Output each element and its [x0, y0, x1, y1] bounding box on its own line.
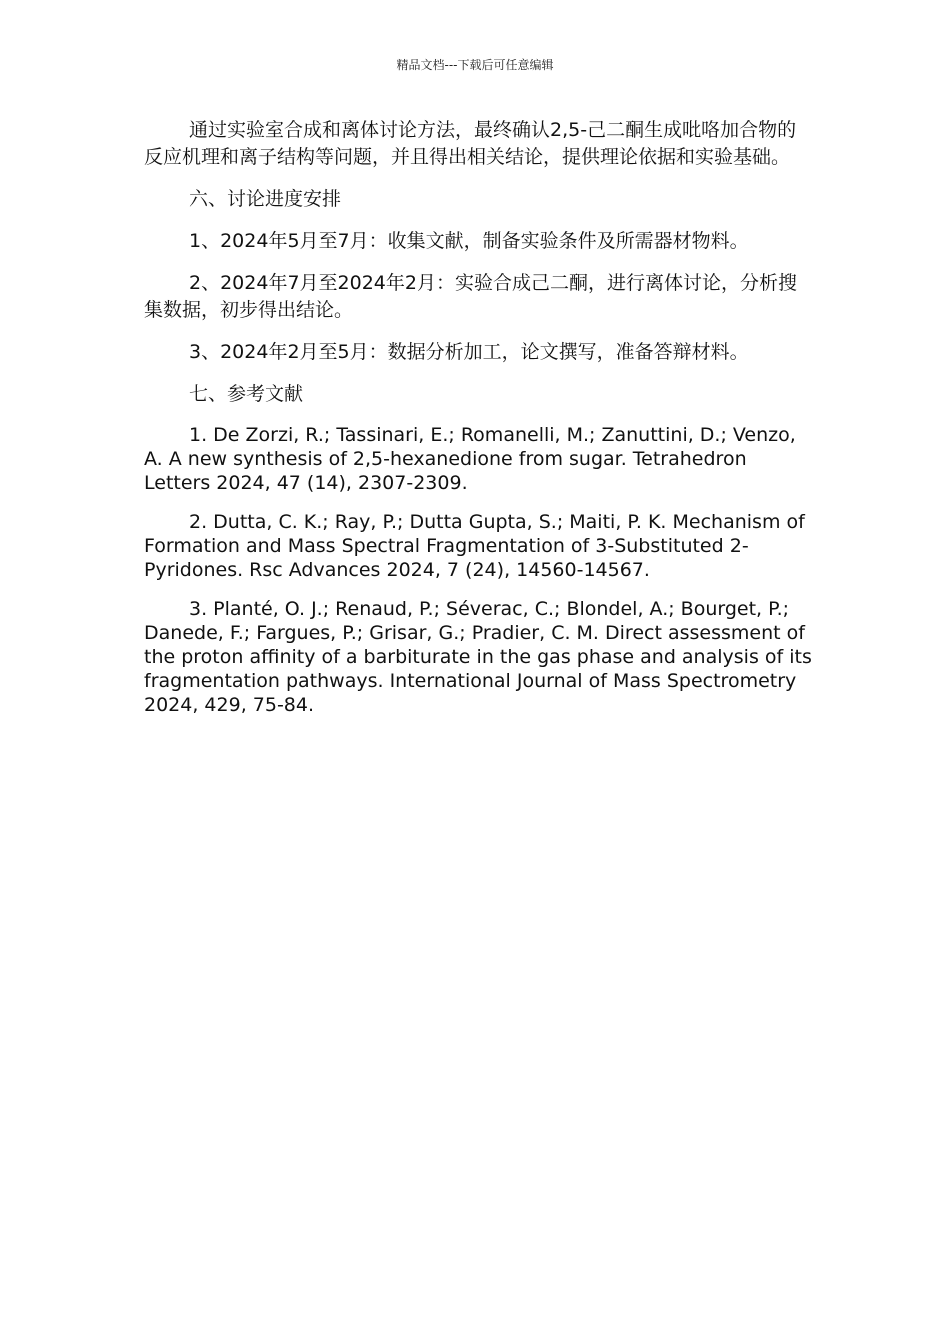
page-header: 精品文档---下载后可任意编辑 [396, 58, 554, 72]
section-heading-references: 七、参考文献 [189, 383, 304, 405]
reference-item-2: 2. Dutta, C. K.; Ray, P.; Dutta Gupta, S.; Maiti, P. K. Mechanism of Formation and Mass Spectral Fragmentation of 3-Substituted 2-Pyridones. Rsc Advances 2024, 7 (24), 14560-14567. [144, 511, 805, 581]
reference-item-1: 1. De Zorzi, R.; Tassinari, E.; Romanelli, M.; Zanuttini, D.; Venzo, A. A new synthesis of 2,5-hexanedione from sugar. Tetrahedron Letters 2024, 47 (14), 2307-2309. [144, 424, 796, 494]
schedule-item-2: 2、2024年7月至2024年2月：实验合成己二酮，进行离体讨论，分析搜集数据，初步得出结论。 [144, 272, 797, 321]
schedule-item-1: 1、2024年5月至7月：收集文献，制备实验条件及所需器材物料。 [189, 230, 749, 252]
paragraph-conclusion: 通过实验室合成和离体讨论方法，最终确认2,5-己二酮生成吡咯加合物的反应机理和离子结构等问题，并且得出相关结论，提供理论依据和实验基础。 [144, 119, 797, 168]
section-heading-schedule: 六、讨论进度安排 [189, 188, 342, 210]
document-body [144, 117, 812, 732]
reference-item-3: 3. Planté, O. J.; Renaud, P.; Séverac, C.; Blondel, A.; Bourget, P.; Danede, F.; Fargues, P.; Grisar, G.; Pradier, C. M. Direct assessment of the proton affinity of a barbiturate in the gas phase and analysis of its fragmentation pathways. International Journal of Mass Spectrometry 2024, 429, 75-84. [144, 598, 812, 716]
schedule-item-3: 3、2024年2月至5月：数据分析加工，论文撰写，准备答辩材料。 [189, 341, 749, 363]
